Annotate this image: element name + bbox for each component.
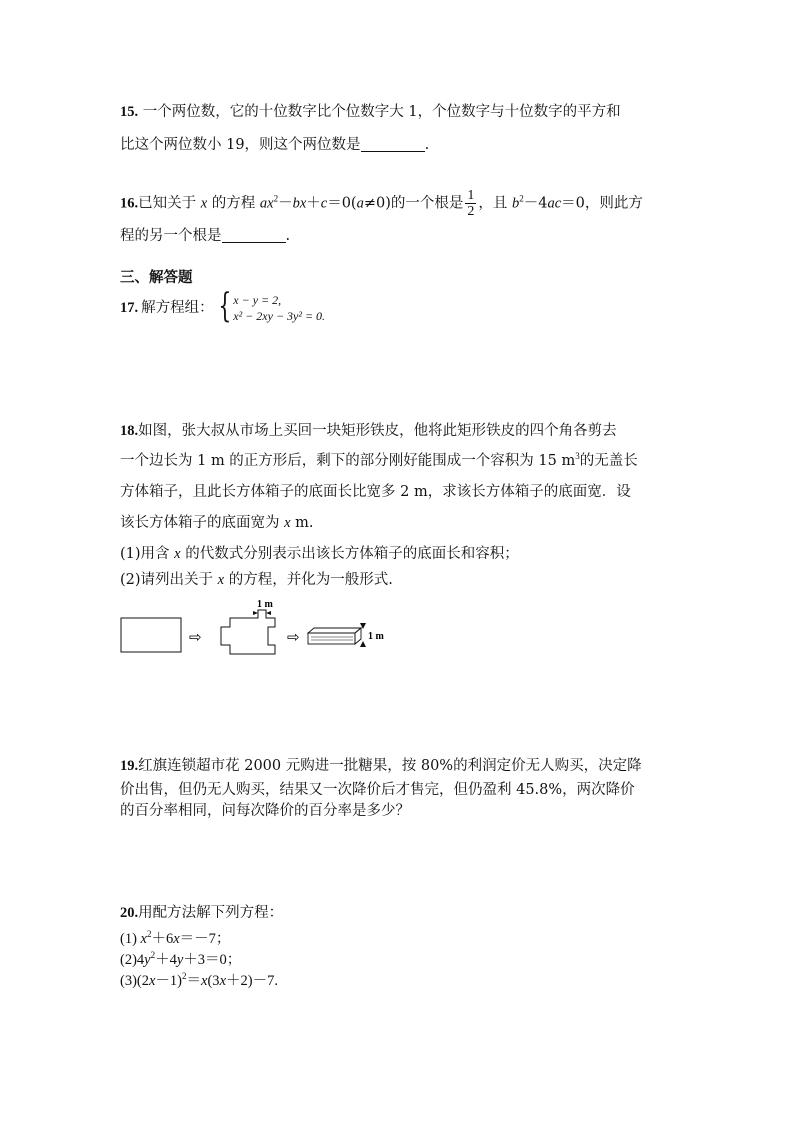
var-x: x [284, 515, 291, 531]
q19-line2 [120, 780, 635, 800]
q19-text: 的百分率相同，问每次降价的百分率是多少？ [120, 803, 410, 819]
iron-sheet-rect [121, 618, 181, 652]
q19-line1 [120, 756, 642, 776]
q17 [120, 286, 326, 326]
iron-sheet-figure [115, 595, 405, 660]
q15-end: . [424, 137, 430, 153]
q20-text: ＋6 [151, 931, 174, 947]
q20-text: ＋4 [155, 952, 177, 968]
q20-sub3 [120, 971, 278, 991]
exponent: 3 [575, 451, 580, 461]
exponent: 2 [182, 971, 187, 981]
exponent: 2 [273, 193, 279, 204]
var-b: b [512, 195, 520, 212]
var-x: x [174, 546, 181, 562]
question-number: 20. [120, 905, 139, 921]
q20-text: (3 [207, 973, 220, 989]
var-ac: ac [547, 195, 562, 212]
arrow-right-icon: ⇨ [189, 630, 202, 646]
var-x: x [200, 195, 208, 212]
q17-text: 解方程组： [141, 300, 214, 316]
q20-text: ＝ [186, 973, 202, 989]
q20-text: (1) [120, 931, 141, 947]
q19-text: 红旗连锁超市花 2000 元购进一批糖果，按 80%的利润定价无人购买，决定降 [138, 758, 642, 774]
q18-text: 如图，张大叔从市场上买回一块矩形铁皮，他将此矩形铁皮的四个角各剪去 [138, 423, 617, 439]
dim-label-right: 1 m [368, 631, 384, 642]
q20-sub2 [120, 950, 241, 970]
var-x: x [140, 931, 147, 947]
q16-text: ＝0，则此方 [561, 195, 643, 212]
q16-line1 [120, 188, 643, 219]
q20-sub1 [120, 929, 230, 949]
question-number: 19. [120, 758, 139, 774]
q20-text: 用配方法解下列方程： [138, 905, 284, 921]
q18-text: 的无盖长 [579, 453, 638, 469]
op: － [278, 195, 293, 212]
var-y: y [144, 952, 151, 968]
dim-label-top: 1 m [257, 599, 273, 610]
q18-text: 的方程，并化为一般形式. [224, 572, 393, 588]
arrow-right-icon: ⇨ [287, 630, 300, 646]
equation-1: x − y = 2, [233, 293, 282, 307]
answer-blank[interactable] [222, 228, 286, 243]
q20-text: ＝－7； [179, 931, 231, 947]
q18-text: 一个边长为 1 m 的正方形后，剩下的部分刚好能围成一个容积为 15 m [120, 453, 576, 469]
question-number: 17. [120, 300, 139, 316]
var-x: x [173, 931, 180, 947]
question-number: 18. [120, 423, 139, 439]
exponent: 2 [146, 929, 152, 939]
q19-text: 价出售，但仍无人购买，结果又一次降价后才售完，但仍盈利 45.8%，两次降价 [120, 782, 635, 798]
q19-line3 [120, 801, 410, 821]
dim-arrow [360, 641, 366, 647]
exponent: 2 [150, 950, 156, 960]
dim-arrow [253, 611, 258, 615]
var-b: b [292, 195, 300, 212]
answer-blank[interactable] [361, 137, 425, 152]
q18-text: (1)用含 [120, 546, 175, 562]
q16-text: 已知关于 [138, 195, 201, 212]
q18-sub1 [120, 544, 519, 564]
q20-text: ＋3＝0； [183, 952, 242, 968]
q20-text: (2)4 [120, 952, 145, 968]
q16-text: ，且 [478, 195, 512, 212]
q18-text: 的代数式分别表示出该长方体箱子的底面长和容积； [180, 546, 519, 562]
numerator: 1 [467, 188, 475, 203]
question-number: 15. [120, 104, 139, 120]
q16-text: 的方程 [207, 195, 260, 212]
var-c: c [320, 195, 328, 212]
box-3d [308, 628, 361, 644]
var-x: x [201, 973, 208, 989]
q16-text: ≠0)的一个根是 [363, 195, 464, 212]
q16-text: －4 [523, 195, 548, 212]
q20-text: －1) [155, 973, 183, 989]
var-x: x [149, 973, 156, 989]
denominator: 2 [467, 204, 475, 219]
q16-end: . [285, 228, 291, 244]
var-x: x [267, 195, 274, 212]
q18-text: 方体箱子，且此长方体箱子的底面长比宽多 2 m，求该长方体箱子的底面宽．设 [120, 484, 631, 500]
q18-text: 该长方体箱子的底面宽为 [120, 515, 285, 531]
cut-corners-shape [221, 610, 275, 654]
q18-line4 [120, 513, 314, 533]
var-x: x [217, 572, 225, 588]
exponent: 2 [519, 193, 524, 204]
var-y: y [176, 952, 184, 968]
q16-text2: 程的另一个根是 [120, 228, 222, 244]
var-x: x [219, 973, 226, 989]
var-a: a [259, 195, 268, 212]
q18-sub2 [120, 570, 393, 590]
question-number: 16. [120, 195, 139, 212]
equation-system [214, 286, 326, 326]
q16-line2 [120, 226, 290, 246]
section-heading: 三、解答题 [120, 269, 193, 286]
q18-line1 [120, 421, 617, 441]
q16-text: ＝0( [327, 195, 357, 212]
q15-line2 [120, 135, 429, 155]
q20-text: ＋2)－7. [226, 973, 278, 989]
q20-title [120, 903, 283, 923]
op: ＋ [306, 195, 321, 212]
q15-text2: 比这个两位数小 19，则这个两位数是 [120, 137, 361, 153]
q20-text: (3)(2 [120, 973, 149, 989]
q18-text: (2)请列出关于 [120, 572, 218, 588]
var-a: a [356, 195, 364, 212]
brace-icon: { [217, 286, 231, 326]
q18-line2 [120, 451, 638, 471]
q18-text: m. [290, 515, 314, 531]
equation-2: x² − 2xy − 3y² = 0. [233, 309, 326, 323]
fraction-one-half [465, 188, 476, 219]
q15-line1 [120, 102, 621, 122]
var-x: x [299, 195, 307, 212]
q15-text: 一个两位数，它的十位数字比个位数字大 1，个位数字与十位数字的平方和 [142, 104, 621, 120]
q18-line3 [120, 482, 631, 502]
dim-arrow [266, 611, 271, 615]
